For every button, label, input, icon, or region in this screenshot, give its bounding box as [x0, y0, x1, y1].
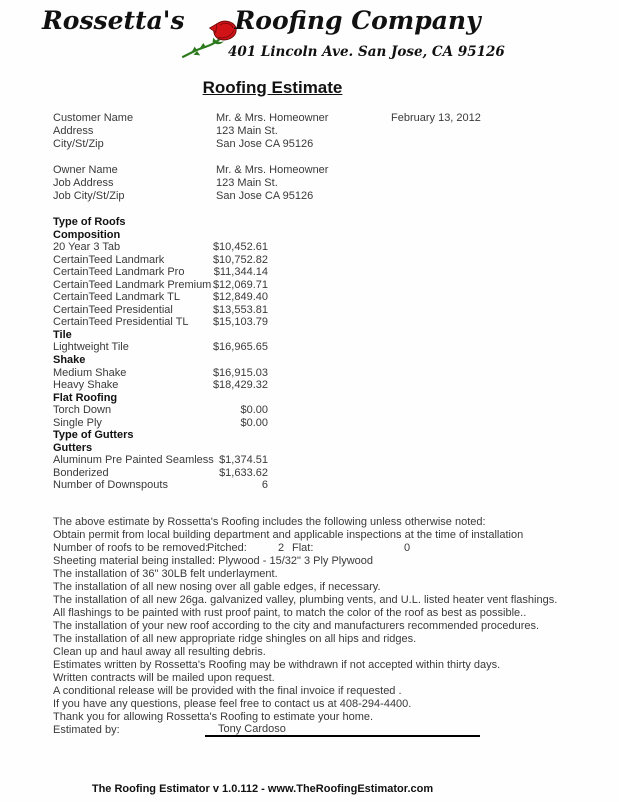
estimator-name: Tony Cardoso	[218, 723, 286, 735]
section-heading-tile: Tile	[53, 328, 72, 341]
customer-name-value: Mr. & Mrs. Homeowner	[216, 112, 329, 124]
section-heading-flat-roofing: Flat Roofing	[53, 391, 118, 404]
owner-name-row	[0, 164, 619, 177]
estimated-by-row	[0, 724, 619, 739]
footer-app-version: The Roofing Estimator v 1.0.112 - www.TheRoofingEstimator.com	[91, 783, 434, 795]
price-row: Medium Shake $16,915.03	[53, 366, 268, 379]
job-address-label: Job Address	[53, 176, 114, 189]
price-row: Bonderized $1,633.62	[53, 466, 268, 479]
price-row: 20 Year 3 Tab $10,452.61	[53, 241, 268, 254]
owner-name-value: Mr. & Mrs. Homeowner	[216, 164, 329, 176]
note-line: The installation of 36" 30LB felt underlayment.	[53, 568, 278, 580]
note-line: The installation of your new roof according to the city and manufacturers recommended procedures.	[53, 620, 540, 632]
section-heading-type-of-gutters: Type of Gutters	[53, 429, 134, 442]
section-heading-gutters: Gutters	[53, 441, 93, 454]
job-citystzip-value: San Jose CA 95126	[216, 189, 314, 202]
job-address-value: 123 Main St.	[216, 176, 278, 189]
company-address: 401 Lincoln Ave. San Jose, CA 95126	[228, 44, 505, 60]
note-line: The installation of all new nosing over all gable edges, if necessary.	[53, 581, 381, 593]
customer-citystzip-row	[0, 138, 619, 151]
note-line: If you have any questions, please feel free to contact us at 408-294-4400.	[53, 698, 412, 710]
note-line: Obtain permit from local building department and applicable inspections at the time of installation	[53, 529, 524, 541]
price-row: CertainTeed Landmark TL $12,849.40	[53, 291, 268, 304]
flat-value: 0	[404, 542, 411, 554]
job-citystzip-row	[0, 190, 619, 203]
section-heading-shake: Shake	[53, 354, 86, 367]
job-address-row	[0, 177, 619, 190]
customer-address-label: Address	[53, 124, 94, 137]
price-row: Heavy Shake $18,429.32	[53, 379, 268, 392]
page-title: Roofing Estimate	[202, 78, 343, 97]
price-row: CertainTeed Landmark $10,752.82	[53, 253, 268, 266]
customer-address-value: 123 Main St.	[216, 124, 278, 137]
owner-info-block	[0, 164, 619, 202]
pitched-label: Pitched:	[207, 542, 247, 554]
pitched-value: 2	[278, 542, 285, 554]
flat-label: Flat:	[292, 542, 314, 554]
job-citystzip-label: Job City/St/Zip	[53, 189, 125, 202]
note-line: All flashings to be painted with rust proof paint, to match the color of the roof as best as possible..	[53, 607, 527, 619]
company-name-left: Rossetta's	[42, 6, 185, 35]
owner-name-label: Owner Name	[53, 164, 118, 176]
price-row: CertainTeed Landmark Pro $11,344.14	[53, 266, 268, 279]
notes-block	[0, 516, 619, 739]
downspouts-row: Number of Downspouts 6	[53, 479, 268, 492]
customer-citystzip-value: San Jose CA 95126	[216, 137, 314, 150]
section-heading-type-of-roofs: Type of Roofs	[53, 216, 126, 228]
pricing-block	[0, 216, 619, 492]
note-line: Written contracts will be mailed upon request.	[53, 672, 275, 684]
note-line: Thank you for allowing Rossetta's Roofing to estimate your home.	[53, 711, 374, 723]
note-line: Estimates written by Rossetta's Roofing may be withdrawn if not accepted within thirty days.	[53, 659, 501, 671]
note-line: Sheeting material being installed: Plywood - 15/32" 3 Ply Plywood	[53, 555, 374, 567]
customer-address-row	[0, 125, 619, 138]
estimate-date: February 13, 2012	[391, 112, 481, 124]
roofs-removed-label: Number of roofs to be removed:	[53, 542, 209, 554]
estimated-by-label: Estimated by:	[53, 724, 120, 736]
company-name-right: Roofing Company	[234, 6, 481, 35]
price-row: CertainTeed Presidential $13,553.81	[53, 303, 268, 316]
price-row: Aluminum Pre Painted Seamless $1,374.51	[53, 454, 268, 467]
price-row: CertainTeed Landmark Premium $12,069.71	[53, 278, 268, 291]
note-line: The installation of all new 26ga. galvanized valley, plumbing vents, and U.L. listed heater vent flashings.	[53, 594, 558, 606]
note-line: A conditional release will be provided with the final invoice if requested .	[53, 685, 402, 697]
note-line: The installation of all new appropriate ridge shingles on all hips and ridges.	[53, 633, 417, 645]
price-row: Single Ply $0.00	[53, 416, 268, 429]
customer-name-row	[0, 112, 619, 125]
note-line: Clean up and haul away all resulting debris.	[53, 646, 266, 658]
signature-line	[205, 723, 480, 737]
price-row: Lightweight Tile $16,965.65	[53, 341, 268, 354]
roofs-removed-row	[0, 542, 619, 555]
price-row: Torch Down $0.00	[53, 404, 268, 417]
customer-citystzip-label: City/St/Zip	[53, 137, 104, 150]
note-line: The above estimate by Rossetta's Roofing includes the following unless otherwise noted:	[53, 516, 486, 528]
section-heading-composition: Composition	[53, 228, 121, 241]
price-row: CertainTeed Presidential TL $15,103.79	[53, 316, 268, 329]
customer-name-label: Customer Name	[53, 112, 134, 124]
customer-info-block	[0, 112, 619, 150]
